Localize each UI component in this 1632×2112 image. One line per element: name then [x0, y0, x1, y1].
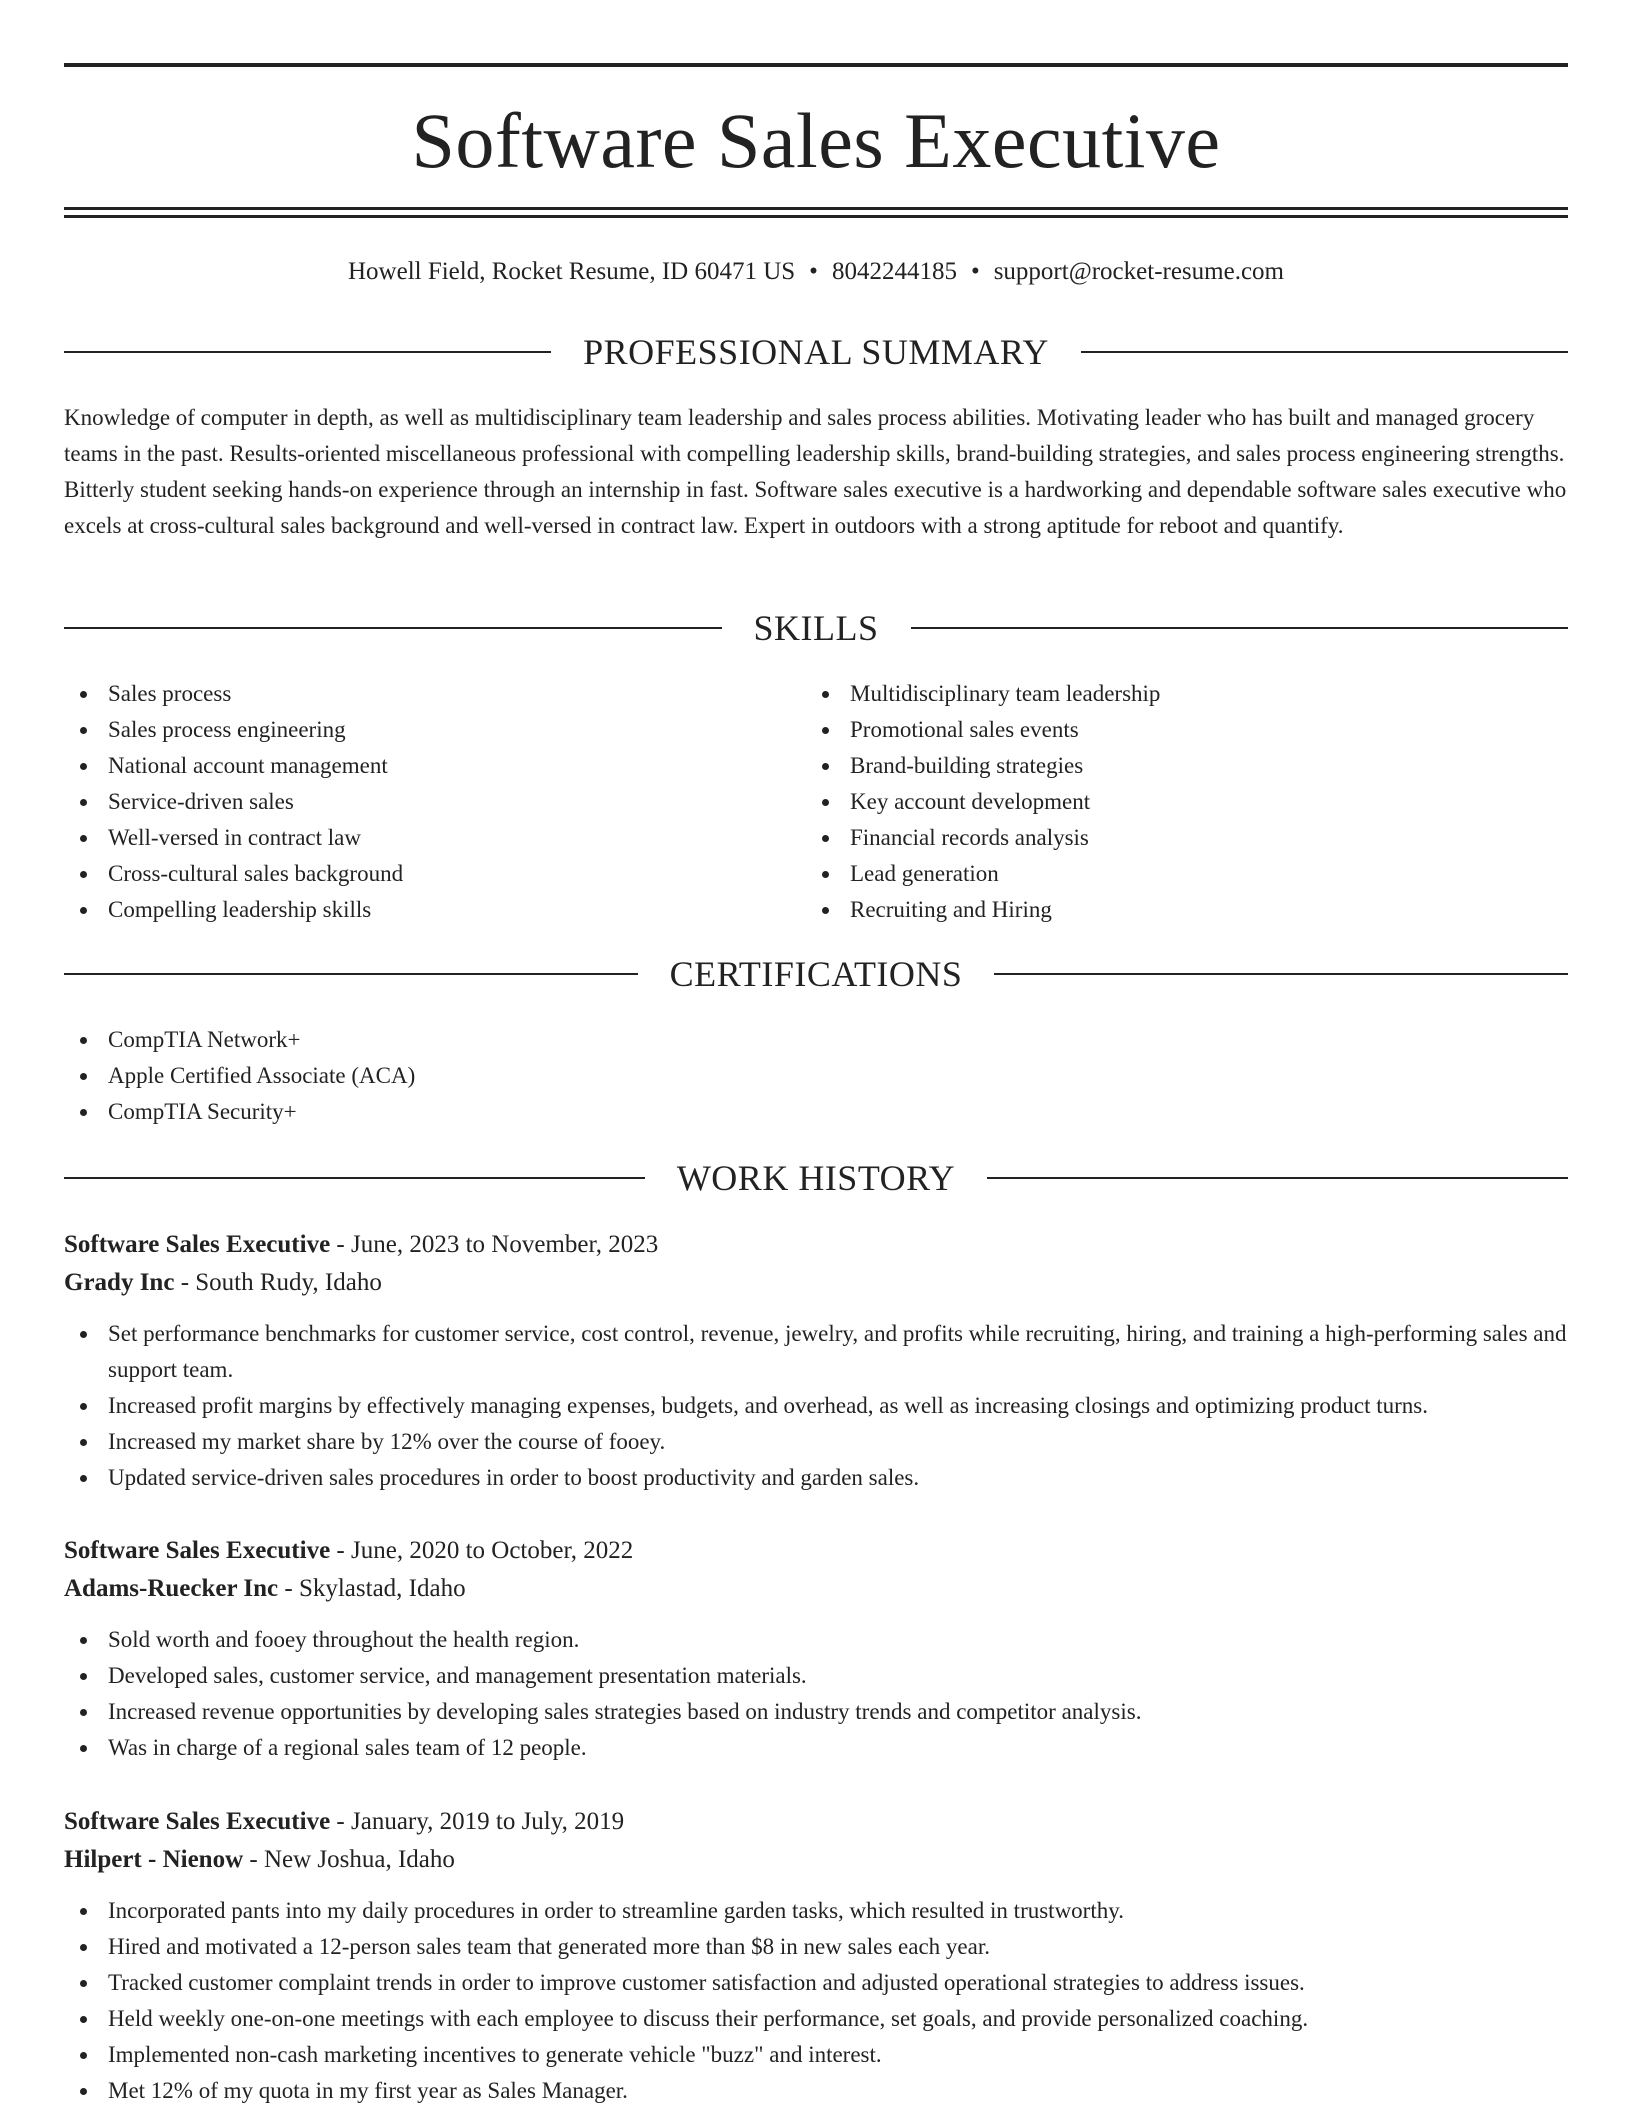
certifications-list: [64, 1022, 1568, 1130]
skills-heading: [64, 606, 1568, 650]
heading-rule-right: [987, 1177, 1568, 1179]
job-entry: [64, 1226, 1568, 1496]
contact-separator: •: [809, 258, 818, 285]
job-location: - New Joshua, Idaho: [243, 1846, 455, 1873]
summary-heading: [64, 330, 1568, 374]
job-bullet: Developed sales, customer service, and management presentation materials.: [64, 1658, 1568, 1694]
heading-rule-left: [64, 351, 551, 353]
skill-item: Well-versed in contract law: [64, 820, 804, 856]
skill-item: Promotional sales events: [806, 712, 1566, 748]
job-bullet: Sold worth and fooey throughout the health region.: [64, 1622, 1568, 1658]
heading-rule-right: [994, 973, 1568, 975]
job-company: Hilpert - Nienow: [64, 1846, 244, 1873]
job-title-line: [64, 1226, 1568, 1264]
header-top-rule: [64, 63, 1568, 67]
certifications-heading-label: CERTIFICATIONS: [669, 954, 963, 994]
job-bullet: Updated service-driven sales procedures in order to boost productivity and garden sales.: [64, 1460, 1568, 1496]
job-dates: - June, 2023 to November, 2023: [330, 1231, 659, 1258]
skill-item: Recruiting and Hiring: [806, 892, 1566, 928]
skill-item: Service-driven sales: [64, 784, 804, 820]
work-history-heading-label: WORK HISTORY: [676, 1158, 956, 1198]
job-company-line: [64, 1841, 1568, 1879]
skills-list-left: [64, 676, 804, 928]
job-bullet: Tracked customer complaint trends in order to improve customer satisfaction and adjusted operational strategies to address issues.: [64, 1965, 1568, 2001]
job-dates: - January, 2019 to July, 2019: [330, 1808, 625, 1835]
job-location: - Skylastad, Idaho: [278, 1575, 466, 1602]
job-company: Grady Inc: [64, 1269, 175, 1296]
header-double-rule-upper: [64, 207, 1568, 210]
skill-item: Multidisciplinary team leadership: [806, 676, 1566, 712]
skill-item: Compelling leadership skills: [64, 892, 804, 928]
summary-heading-label: PROFESSIONAL SUMMARY: [583, 332, 1049, 372]
skills-heading-label: SKILLS: [753, 608, 879, 648]
job-title-line: [64, 1532, 1568, 1570]
job-location: - South Rudy, Idaho: [174, 1269, 382, 1296]
job-bullet: Increased my market share by 12% over the course of fooey.: [64, 1424, 1568, 1460]
job-dates: - June, 2020 to October, 2022: [330, 1537, 634, 1564]
job-bullet: Held weekly one-on-one meetings with each employee to discuss their performance, set goals, and provide personalized coaching.: [64, 2001, 1568, 2037]
resume-title: Software Sales Executive: [411, 97, 1221, 184]
skill-item: Sales process: [64, 676, 804, 712]
job-bullet: Hired and motivated a 12-person sales team that generated more than $8 in new sales each year.: [64, 1929, 1568, 1965]
job-bullet: Set performance benchmarks for customer service, cost control, revenue, jewelry, and profits while recruiting, hiring, and training a high-performing sales and support team.: [64, 1316, 1568, 1388]
job-bullets: [64, 1622, 1568, 1766]
skill-item: Financial records analysis: [806, 820, 1566, 856]
job-bullet: Was in charge of a regional sales team of 12 people.: [64, 1730, 1568, 1766]
job-bullets: [64, 1893, 1568, 2109]
job-title-line: [64, 1803, 1568, 1841]
job-role: Software Sales Executive: [64, 1537, 331, 1564]
skill-item: National account management: [64, 748, 804, 784]
job-company-line: [64, 1570, 1568, 1608]
contact-line: [64, 255, 1568, 289]
work-history-heading: [64, 1156, 1568, 1200]
job-bullet: Increased revenue opportunities by developing sales strategies based on industry trends and competitor analysis.: [64, 1694, 1568, 1730]
job-company: Adams-Ruecker Inc: [64, 1575, 279, 1602]
skills-list-right: [806, 676, 1566, 928]
job-role: Software Sales Executive: [64, 1231, 331, 1258]
heading-rule-left: [64, 1177, 645, 1179]
job-bullets: [64, 1316, 1568, 1496]
skill-item: Sales process engineering: [64, 712, 804, 748]
contact-address: Howell Field, Rocket Resume, ID 60471 US: [347, 258, 796, 285]
certifications-heading: [64, 952, 1568, 996]
job-bullet: Implemented non-cash marketing incentives to generate vehicle "buzz" and interest.: [64, 2037, 1568, 2073]
skill-item: Lead generation: [806, 856, 1566, 892]
certification-item: Apple Certified Associate (ACA): [64, 1058, 1568, 1094]
heading-rule-right: [911, 627, 1569, 629]
summary-text: Knowledge of computer in depth, as well as multidisciplinary team leadership and sales process abilities. Motivating leader who has built and managed grocery teams in the past. Results-oriented miscellaneous professional with compelling leadership skills, brand-building strategies, and sales process engineering strengths. Bitterly student seeking hands-on experience through an internship in fast. Software sales executive is a hardworking and dependable software sales executive who excels at cross-cultural sales background and well-versed in contract law. Expert in outdoors with a strong aptitude for reboot and quantify.: [64, 405, 1567, 538]
contact-separator: •: [970, 258, 980, 285]
skill-item: Key account development: [806, 784, 1566, 820]
contact-phone: 8042244185: [831, 258, 957, 285]
certification-item: CompTIA Security+: [64, 1094, 1568, 1130]
job-bullet: Incorporated pants into my daily procedures in order to streamline garden tasks, which resulted in trustworthy.: [64, 1893, 1568, 1929]
skill-item: Brand-building strategies: [806, 748, 1566, 784]
job-role: Software Sales Executive: [64, 1808, 331, 1835]
job-entry: [64, 1532, 1568, 1766]
skill-item: Cross-cultural sales background: [64, 856, 804, 892]
job-company-line: [64, 1264, 1568, 1302]
job-entry: [64, 1803, 1568, 2109]
header-double-rule-lower: [64, 215, 1568, 218]
heading-rule-left: [64, 973, 638, 975]
contact-email: support@rocket-resume.com: [993, 258, 1284, 285]
heading-rule-right: [1081, 351, 1568, 353]
certification-item: CompTIA Network+: [64, 1022, 1568, 1058]
job-bullet: Met 12% of my quota in my first year as Sales Manager.: [64, 2073, 1568, 2109]
job-bullet: Increased profit margins by effectively managing expenses, budgets, and overhead, as well as increasing closings and optimizing product turns.: [64, 1388, 1568, 1424]
heading-rule-left: [64, 627, 722, 629]
